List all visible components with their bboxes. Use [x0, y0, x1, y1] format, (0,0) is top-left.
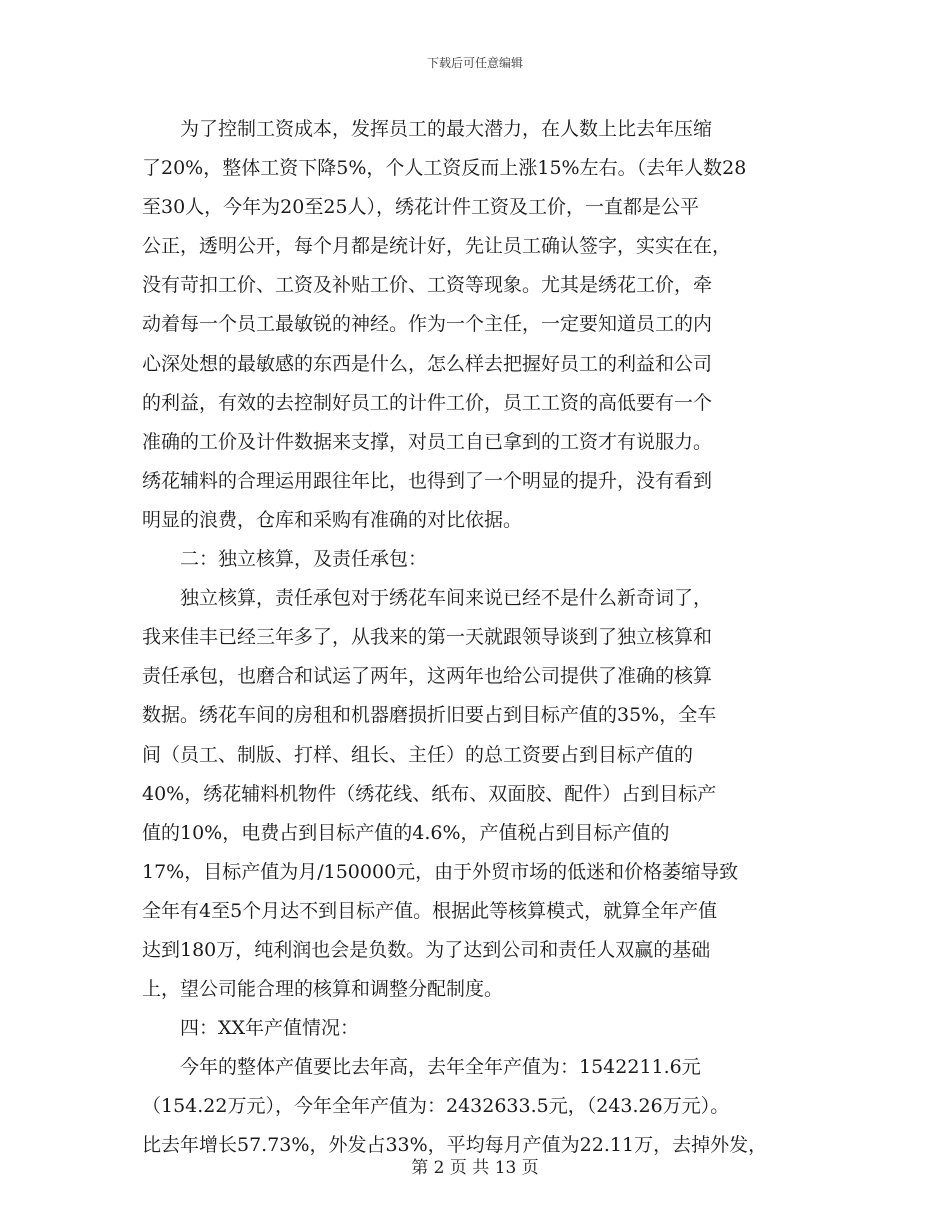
paragraph-line: 的利益，有效的去控制好员工的计件工价，员工工资的高低要有一个 — [142, 391, 713, 414]
paragraph-line: 独立核算，责任承包对于绣花车间来说已经不是什么新奇词了， — [180, 587, 713, 610]
paragraph-line: 明显的浪费，仓库和采购有准确的对比依据。 — [142, 508, 523, 531]
document-body — [142, 110, 822, 1166]
page-header: 下载后可任意编辑 — [426, 56, 523, 70]
paragraph-line: 了20%，整体工资下降5%，个人工资反而上涨15%左右。（去年人数28 — [142, 157, 747, 180]
paragraph-line: 公正，透明公开，每个月都是统计好，先让员工确认签字，实实在在， — [142, 235, 732, 258]
page-footer: 第 2 页 共 13 页 — [411, 1158, 539, 1178]
paragraph-line: 比去年增长57.73%，外发占33%，平均每月产值为22.11万，去掉外发， — [142, 1134, 768, 1157]
paragraph-line: 绣花辅料的合理运用跟往年比，也得到了一个明显的提升，没有看到 — [142, 469, 713, 492]
paragraph-line: 心深处想的最敏感的东西是什么，怎么样去把握好员工的利益和公司 — [142, 352, 713, 375]
paragraph-line: 责任承包，也磨合和试运了两年，这两年也给公司提供了准确的核算 — [142, 665, 713, 688]
paragraph-line: 达到180万，纯利润也会是负数。为了达到公司和责任人双赢的基础 — [142, 938, 711, 961]
paragraph-line: 为了控制工资成本，发挥员工的最大潜力，在人数上比去年压缩 — [180, 118, 713, 140]
section-heading: 二：独立核算，及责任承包： — [180, 548, 428, 571]
paragraph-line: 上，望公司能合理的核算和调整分配制度。 — [142, 978, 504, 1001]
paragraph-line: 值的10%，电费占到目标产值的4.6%，产值税占到目标产值的 — [142, 821, 670, 844]
paragraph-line: 间（员工、制版、打样、组长、主任）的总工资要占到目标产值的 — [142, 743, 694, 766]
paragraph-line: 动着每一个员工最敏锐的神经。作为一个主任，一定要知道员工的内 — [142, 313, 713, 336]
paragraph-line: 全年有4至5个月达不到目标产值。根据此等核算模式，就算全年产值 — [142, 899, 718, 922]
paragraph-line: 17%，目标产值为月/150000元，由于外贸市场的低迷和价格萎缩导致 — [142, 860, 739, 883]
paragraph-line: 没有苛扣工价、工资及补贴工价、工资等现象。尤其是绣花工价，牵 — [142, 274, 713, 297]
paragraph-line: 今年的整体产值要比去年高，去年全年产值为：1542211.6元 — [180, 1056, 701, 1079]
paragraph-line: 40%，绣花辅料机物件（绣花线、纸布、双面胶、配件）占到目标产 — [142, 782, 717, 805]
paragraph-line: 数据。绣花车间的房租和机器磨损折旧要占到目标产值的35%，全车 — [142, 704, 717, 727]
paragraph-line: 至30人，今年为20至25人），绣花计件工资及工价，一直都是公平 — [142, 196, 700, 219]
section-heading: 四：XX年产值情况： — [180, 1017, 360, 1040]
paragraph-line: 我来佳丰已经三年多了，从我来的第一天就跟领导谈到了独立核算和 — [142, 626, 713, 649]
paragraph-line: 准确的工价及计件数据来支撑，对员工自已拿到的工资才有说服力。 — [142, 430, 713, 453]
paragraph-line: （154.22万元），今年全年产值为：2432633.5元，（243.26万元）。 — [142, 1095, 730, 1118]
